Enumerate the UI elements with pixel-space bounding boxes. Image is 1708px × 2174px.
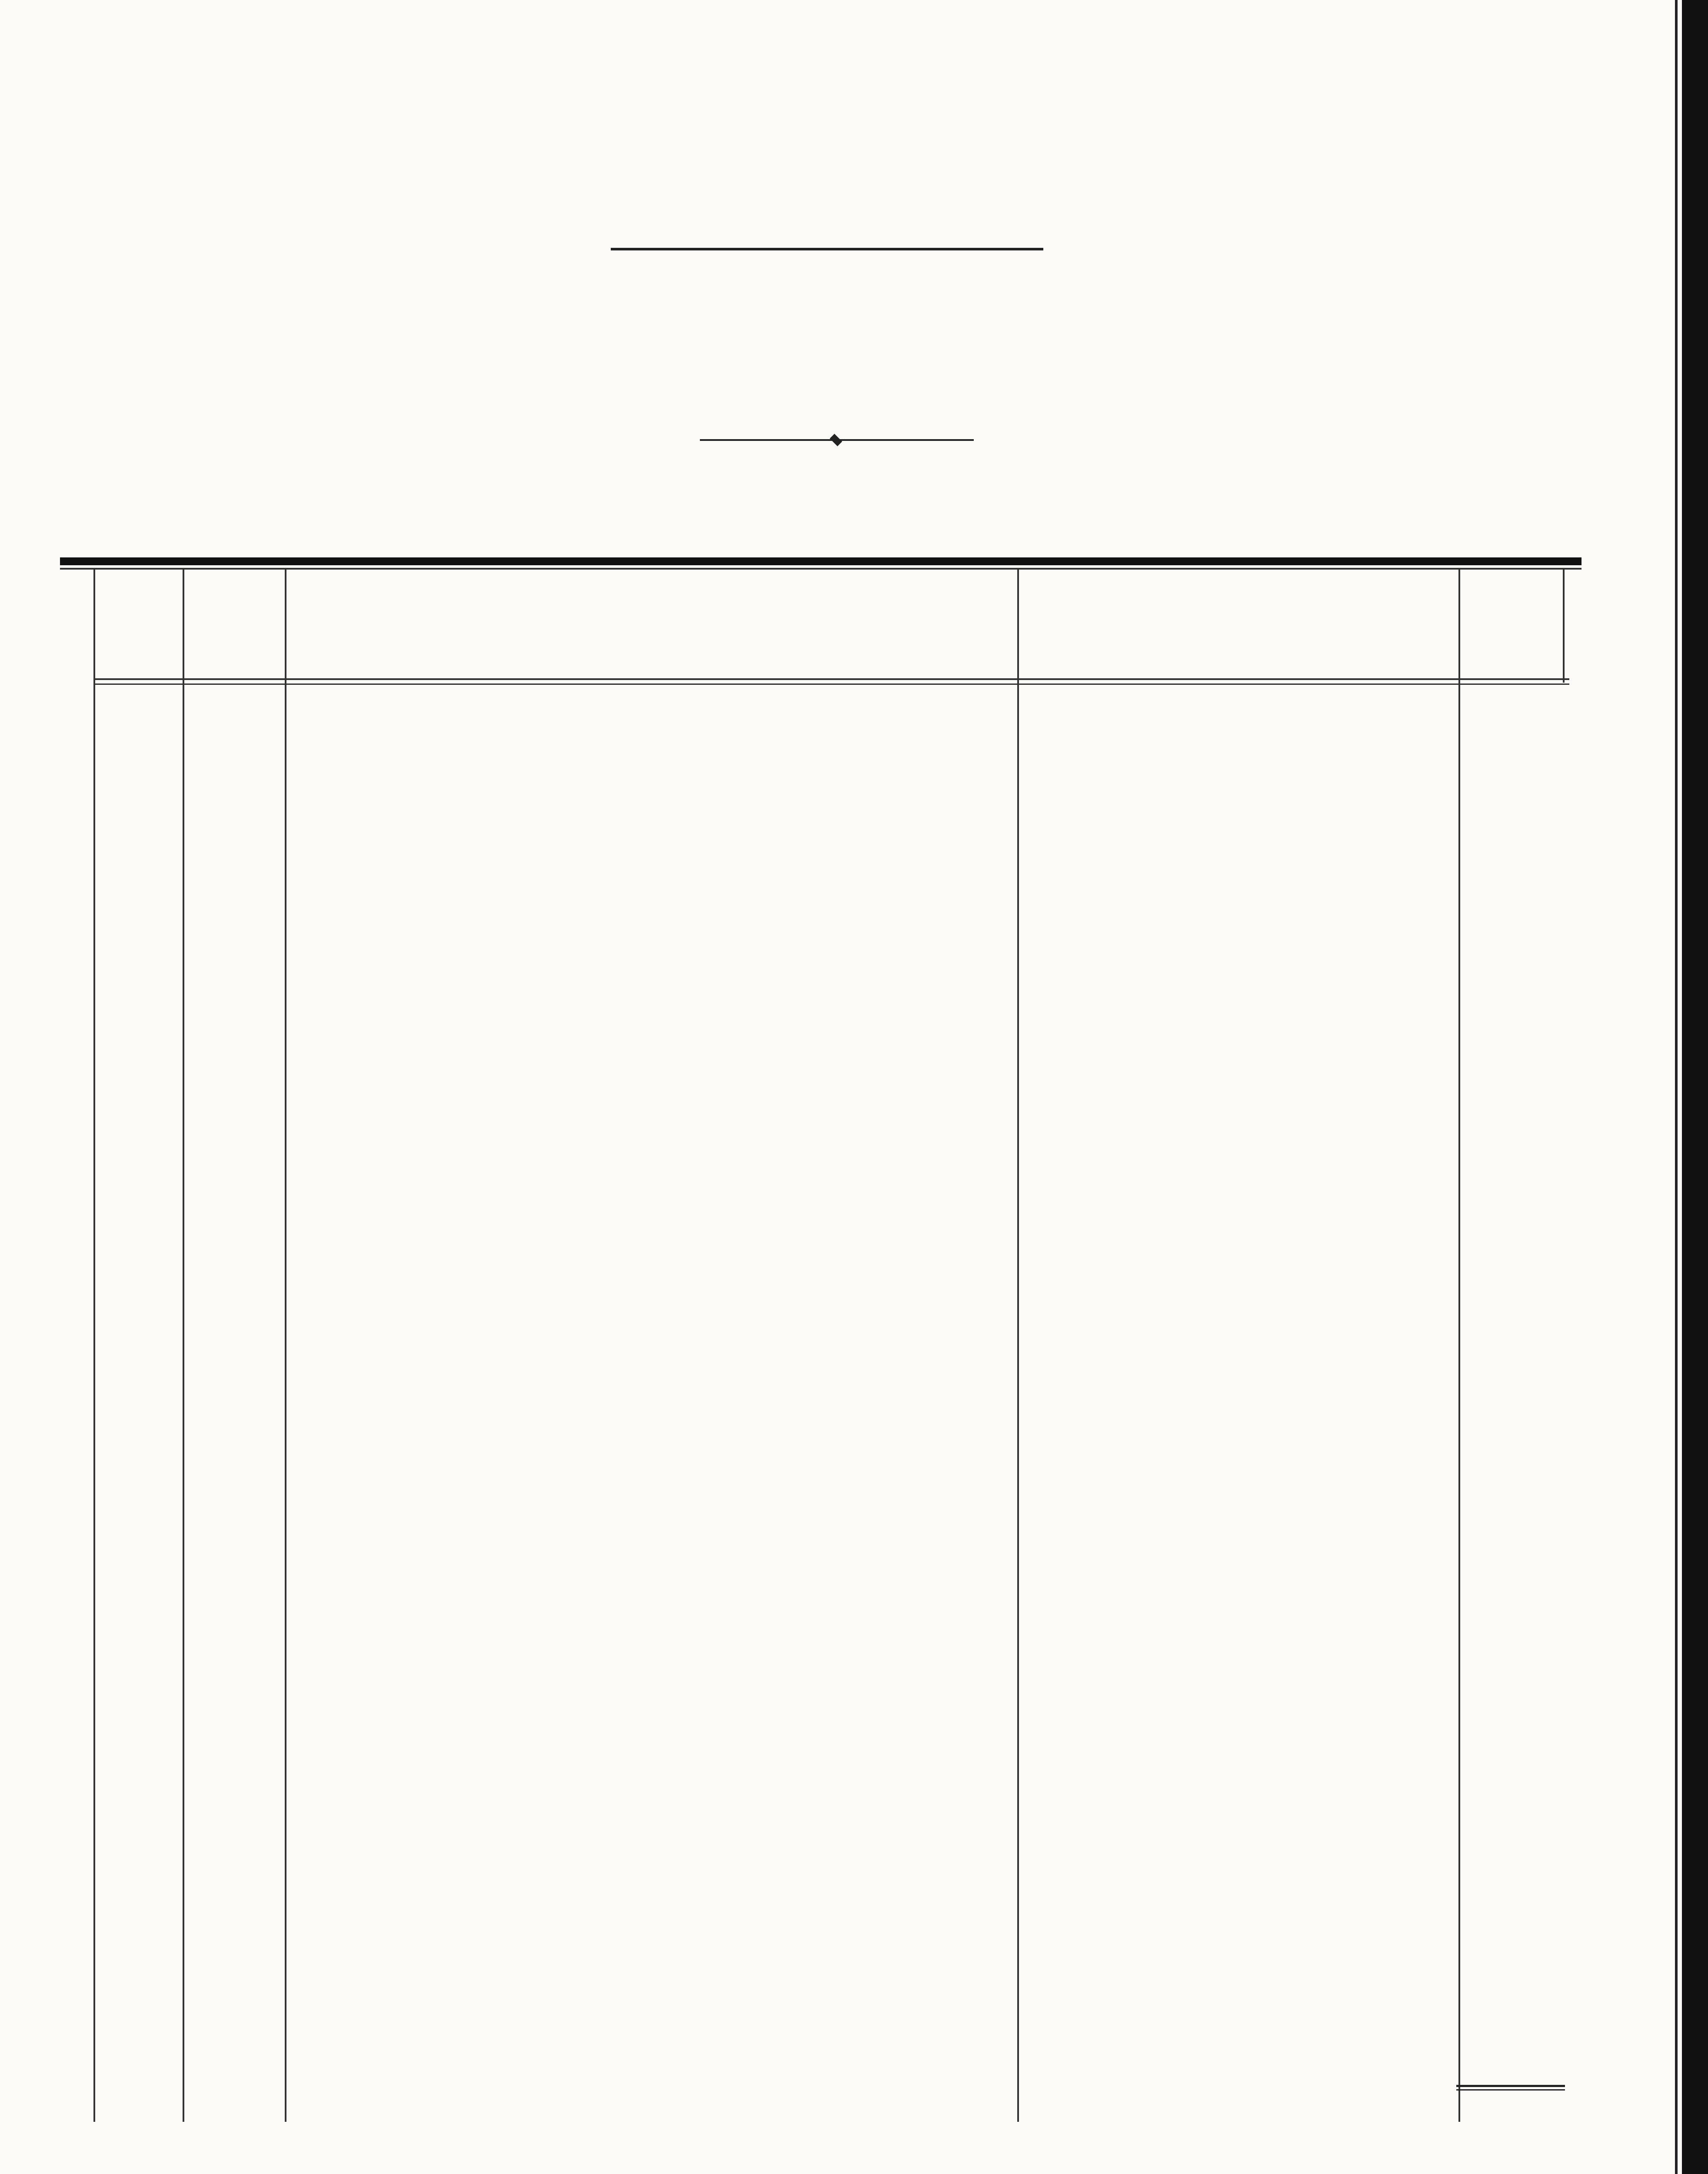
number-rule [611, 248, 1043, 250]
table-top-rule [60, 557, 1581, 565]
column-divider [183, 570, 184, 2122]
table-left-edge [93, 570, 95, 2122]
column-divider [1017, 570, 1019, 2122]
sum-rule [1456, 2085, 1565, 2087]
column-divider [1563, 570, 1565, 683]
header-rule [93, 678, 1569, 680]
header-rule-thin [93, 684, 1569, 685]
ornament-divider [700, 437, 974, 443]
column-divider [285, 570, 286, 2122]
sum-rule-thin [1456, 2089, 1565, 2091]
table-top-rule-thin [60, 568, 1581, 570]
page-edge [1682, 0, 1708, 2174]
column-divider [1458, 570, 1460, 2122]
